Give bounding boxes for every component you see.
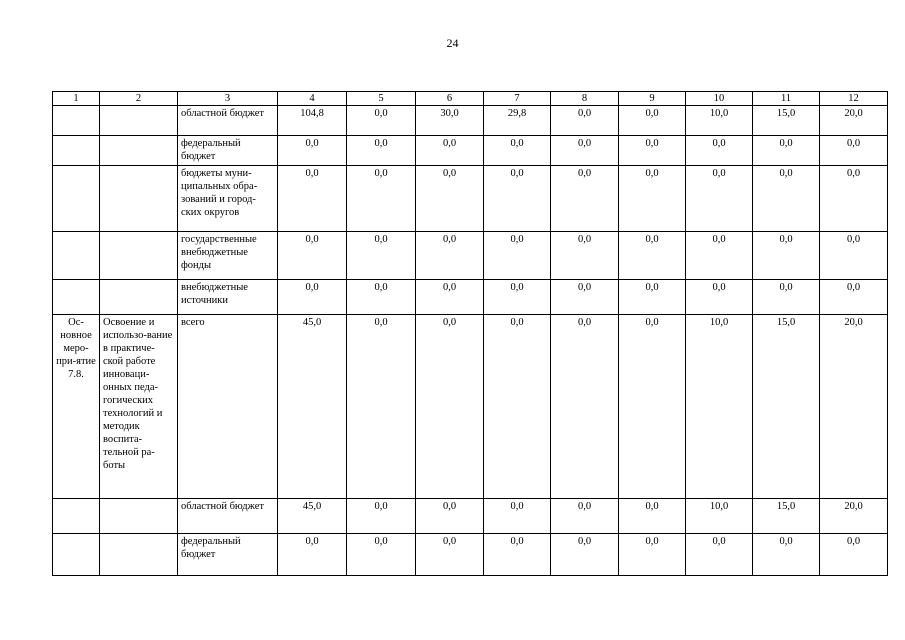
header-cell: 9	[619, 92, 686, 106]
table-row	[53, 499, 888, 534]
value-cell: 0,0	[753, 136, 820, 166]
value-cell: 29,8	[484, 106, 551, 136]
value-cell: 0,0	[551, 106, 619, 136]
value-cell: 0,0	[753, 232, 820, 280]
value-cell: 0,0	[484, 166, 551, 232]
value-cell: 0,0	[686, 232, 753, 280]
description-cell	[100, 136, 178, 166]
value-cell: 0,0	[347, 136, 416, 166]
value-cell: 0,0	[753, 166, 820, 232]
table-row	[53, 136, 888, 166]
value-cell: 10,0	[686, 106, 753, 136]
funding-source: бюджеты муни-ципальных обра-зований и город-ских округов	[178, 166, 278, 232]
value-cell: 0,0	[347, 315, 416, 499]
value-cell: 0,0	[484, 315, 551, 499]
value-cell: 0,0	[551, 166, 619, 232]
value-cell: 0,0	[619, 499, 686, 534]
value-cell: 30,0	[416, 106, 484, 136]
table-row	[53, 106, 888, 136]
value-cell: 0,0	[551, 315, 619, 499]
description-cell	[100, 166, 178, 232]
funding-source: областной бюджет	[178, 499, 278, 534]
funding-source: областной бюджет	[178, 106, 278, 136]
value-cell: 15,0	[753, 106, 820, 136]
value-cell: 0,0	[820, 232, 888, 280]
funding-source: федеральный бюджет	[178, 136, 278, 166]
value-cell: 0,0	[619, 166, 686, 232]
funding-source: внебюджетные источники	[178, 280, 278, 315]
value-cell: 0,0	[551, 499, 619, 534]
header-cell: 8	[551, 92, 619, 106]
header-cell: 1	[53, 92, 100, 106]
header-cell: 5	[347, 92, 416, 106]
value-cell: 20,0	[820, 315, 888, 499]
table-row	[53, 534, 888, 576]
event-cell	[53, 106, 100, 136]
event-cell	[53, 534, 100, 576]
description-cell	[100, 280, 178, 315]
event-cell	[53, 166, 100, 232]
header-cell: 10	[686, 92, 753, 106]
value-cell: 0,0	[347, 499, 416, 534]
value-cell: 0,0	[619, 534, 686, 576]
value-cell: 0,0	[416, 499, 484, 534]
header-cell: 3	[178, 92, 278, 106]
value-cell: 10,0	[686, 499, 753, 534]
description-cell	[100, 499, 178, 534]
value-cell: 0,0	[484, 136, 551, 166]
budget-table	[52, 91, 888, 576]
value-cell: 0,0	[619, 315, 686, 499]
value-cell: 0,0	[753, 280, 820, 315]
value-cell: 0,0	[484, 499, 551, 534]
event-cell	[53, 280, 100, 315]
value-cell: 0,0	[686, 534, 753, 576]
value-cell: 0,0	[753, 534, 820, 576]
value-cell: 20,0	[820, 499, 888, 534]
value-cell: 0,0	[278, 280, 347, 315]
value-cell: 0,0	[484, 534, 551, 576]
value-cell: 0,0	[686, 280, 753, 315]
value-cell: 0,0	[619, 280, 686, 315]
value-cell: 104,8	[278, 106, 347, 136]
value-cell: 0,0	[278, 136, 347, 166]
description-cell: Освоение и использо-вание в практиче-ской работе инноваци-онных педа-гогических технологий и методик воспита-тельной ра-боты	[100, 315, 178, 499]
value-cell: 0,0	[278, 534, 347, 576]
funding-source: государственные внебюджетные фонды	[178, 232, 278, 280]
value-cell: 0,0	[820, 166, 888, 232]
event-cell	[53, 232, 100, 280]
value-cell: 0,0	[278, 166, 347, 232]
value-cell: 0,0	[347, 166, 416, 232]
value-cell: 0,0	[484, 232, 551, 280]
value-cell: 0,0	[619, 232, 686, 280]
value-cell: 0,0	[686, 136, 753, 166]
description-cell	[100, 232, 178, 280]
value-cell: 15,0	[753, 315, 820, 499]
table-row	[53, 232, 888, 280]
value-cell: 0,0	[820, 534, 888, 576]
header-cell: 4	[278, 92, 347, 106]
value-cell: 10,0	[686, 315, 753, 499]
value-cell: 0,0	[347, 280, 416, 315]
value-cell: 0,0	[416, 534, 484, 576]
table-row	[53, 166, 888, 232]
header-cell: 11	[753, 92, 820, 106]
value-cell: 0,0	[820, 136, 888, 166]
value-cell: 20,0	[820, 106, 888, 136]
value-cell: 0,0	[484, 280, 551, 315]
header-cell: 2	[100, 92, 178, 106]
value-cell: 0,0	[551, 136, 619, 166]
table-row	[53, 315, 888, 499]
value-cell: 0,0	[416, 136, 484, 166]
value-cell: 0,0	[686, 166, 753, 232]
value-cell: 45,0	[278, 499, 347, 534]
table-row	[53, 280, 888, 315]
header-row	[53, 92, 888, 106]
value-cell: 0,0	[416, 315, 484, 499]
value-cell: 0,0	[551, 280, 619, 315]
value-cell: 0,0	[619, 106, 686, 136]
value-cell: 0,0	[347, 534, 416, 576]
value-cell: 0,0	[551, 534, 619, 576]
value-cell: 0,0	[347, 232, 416, 280]
value-cell: 0,0	[416, 280, 484, 315]
funding-source: федеральный бюджет	[178, 534, 278, 576]
value-cell: 0,0	[347, 106, 416, 136]
value-cell: 0,0	[551, 232, 619, 280]
funding-source: всего	[178, 315, 278, 499]
description-cell	[100, 106, 178, 136]
value-cell: 0,0	[820, 280, 888, 315]
description-cell	[100, 534, 178, 576]
page-number: 24	[446, 36, 459, 50]
value-cell: 0,0	[278, 232, 347, 280]
value-cell: 0,0	[416, 166, 484, 232]
event-cell	[53, 136, 100, 166]
value-cell: 0,0	[619, 136, 686, 166]
header-cell: 7	[484, 92, 551, 106]
value-cell: 15,0	[753, 499, 820, 534]
value-cell: 0,0	[416, 232, 484, 280]
event-cell: Ос-новное меро-при-ятие 7.8.	[53, 315, 100, 499]
value-cell: 45,0	[278, 315, 347, 499]
event-cell	[53, 499, 100, 534]
header-cell: 12	[820, 92, 888, 106]
header-cell: 6	[416, 92, 484, 106]
